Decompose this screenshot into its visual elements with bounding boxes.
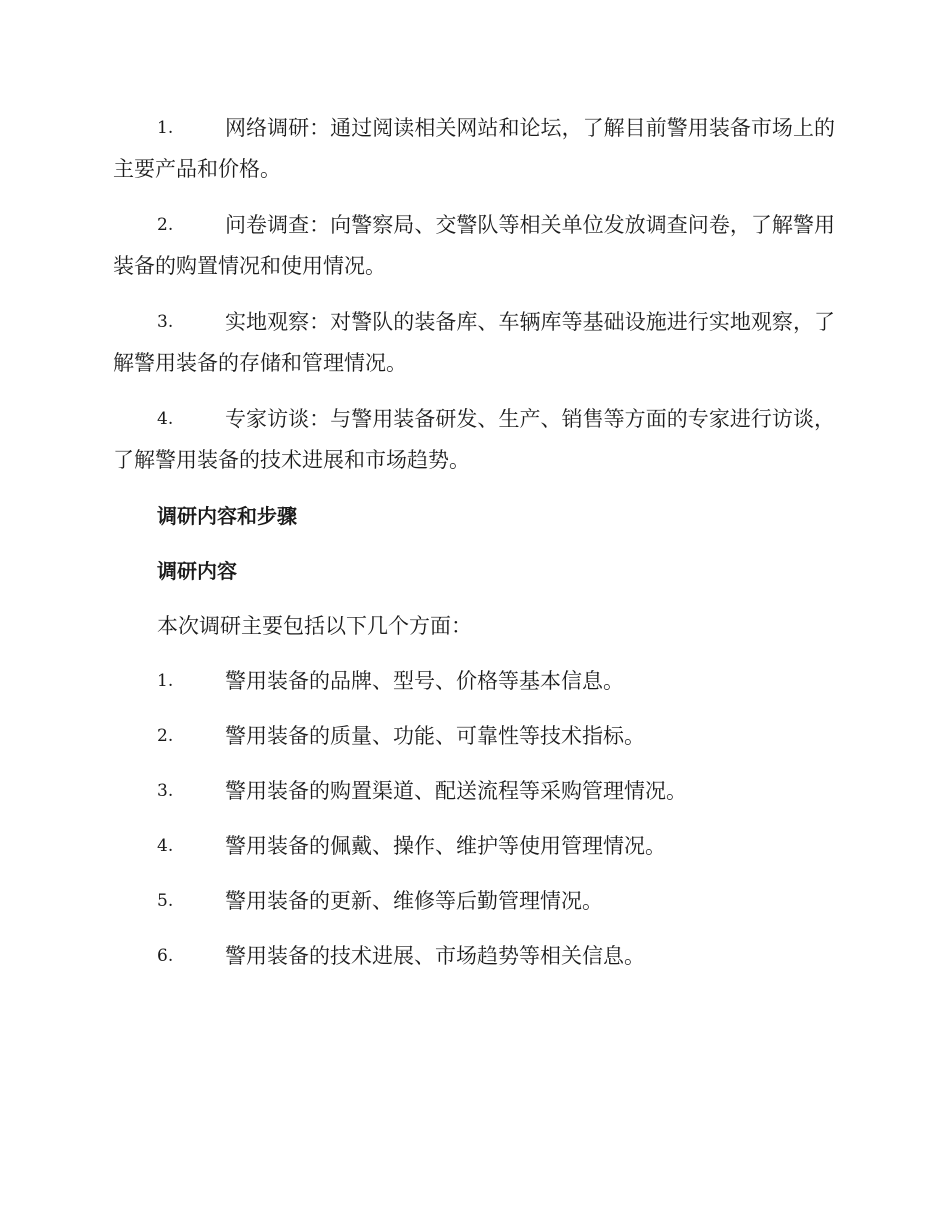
- list-text: 实地观察：对警队的装备库、车辆库等基础设施进行实地观察，了解警用装备的存储和管理情况。: [113, 310, 835, 375]
- document-page: [113, 108, 835, 991]
- list-number: 5.: [157, 891, 174, 911]
- section-heading: 调研内容和步骤: [157, 504, 297, 528]
- list-number: 2.: [157, 726, 174, 746]
- list-number: 3.: [157, 781, 174, 801]
- list-text: 警用装备的更新、维修等后勤管理情况。: [225, 889, 603, 913]
- list-text: 网络调研：通过阅读相关网站和论坛，了解目前警用装备市场上的主要产品和价格。: [113, 116, 835, 181]
- list-text: 专家访谈：与警用装备研发、生产、销售等方面的专家进行访谈，了解警用装备的技术进展和市场趋势。: [113, 407, 835, 472]
- list-item: [113, 936, 835, 977]
- list-item: [113, 826, 835, 867]
- list-text: 警用装备的佩戴、操作、维护等使用管理情况。: [225, 834, 666, 858]
- list-item: [113, 771, 835, 812]
- list-number: 3.: [157, 312, 174, 332]
- list-number: 1.: [157, 671, 174, 691]
- list-text: 警用装备的品牌、型号、价格等基本信息。: [225, 669, 624, 693]
- list-item: [113, 302, 835, 384]
- list-item: [113, 716, 835, 757]
- list-item: [113, 108, 835, 190]
- list-item: [113, 661, 835, 702]
- list-item: [113, 399, 835, 481]
- sub-heading: 调研内容: [157, 559, 237, 583]
- list-number: 2.: [157, 215, 174, 235]
- list-text: 警用装备的技术进展、市场趋势等相关信息。: [225, 944, 645, 968]
- list-item: [113, 205, 835, 287]
- list-item: [113, 881, 835, 922]
- list-text: 警用装备的购置渠道、配送流程等采购管理情况。: [225, 779, 687, 803]
- content-list: [113, 661, 835, 977]
- list-number: 4.: [157, 409, 174, 429]
- list-text: 警用装备的质量、功能、可靠性等技术指标。: [225, 724, 645, 748]
- list-number: 4.: [157, 836, 174, 856]
- list-text: 问卷调查：向警察局、交警队等相关单位发放调查问卷，了解警用装备的购置情况和使用情况。: [113, 213, 835, 278]
- list-number: 6.: [157, 946, 174, 966]
- list-number: 1.: [157, 118, 174, 138]
- method-list: [113, 108, 835, 481]
- intro-paragraph: 本次调研主要包括以下几个方面：: [157, 614, 472, 638]
